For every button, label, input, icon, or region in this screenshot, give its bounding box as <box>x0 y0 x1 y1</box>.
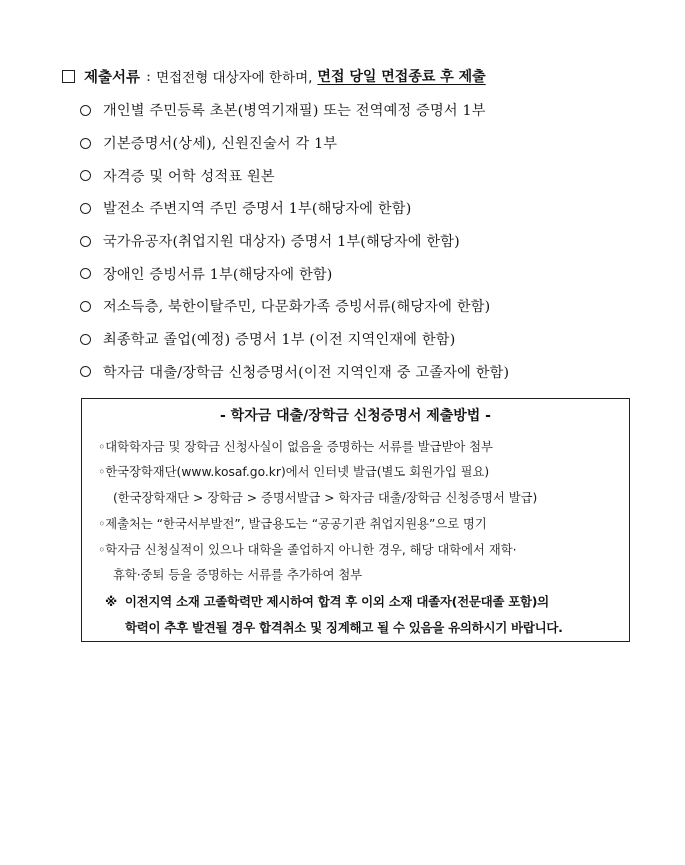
circle-bullet-icon <box>80 170 91 181</box>
list-item <box>80 356 660 389</box>
circle-bullet-icon <box>80 236 91 247</box>
notice-line: ◦제출처는 “한국서부발전”, 발급용도는 “공공기관 취업지원용”으로 명기 <box>98 517 487 531</box>
section-emphasis: 면접 당일 면접종료 후 제출 <box>317 69 486 85</box>
list-item <box>80 127 660 160</box>
list-item <box>80 192 660 225</box>
list-item <box>80 225 660 258</box>
list-item <box>80 159 660 192</box>
list-item-text: 최종학교 졸업(예정) 증명서 1부 (이전 지역인재에 한함) <box>103 332 456 349</box>
warning-line-2: 학력이 추후 발견될 경우 합격취소 및 징계해고 될 수 있음을 유의하시기 바랍니다. <box>125 620 563 635</box>
section-separator: : <box>146 67 152 85</box>
list-item-text: 국가유공자(취업지원 대상자) 증명서 1부(해당자에 한함) <box>103 234 460 251</box>
list-item-text: 장애인 증빙서류 1부(해당자에 한함) <box>103 266 333 283</box>
checkbox-square-icon <box>62 70 75 83</box>
notice-line: (한국장학재단 > 장학금 > 증명서발급 > 학자금 대출/장학금 신청증명서 발급) <box>113 491 538 505</box>
warning-line-1 <box>105 592 549 610</box>
circle-bullet-icon <box>80 334 91 345</box>
warning-text-1: 이전지역 소재 고졸학력만 제시하여 합격 후 이외 소재 대졸자(전문대졸 포함)의 <box>124 594 549 609</box>
list-item-text: 저소득층, 북한이탈주민, 다문화가족 증빙서류(해당자에 한함) <box>103 299 491 316</box>
list-item <box>80 323 660 356</box>
circle-bullet-icon <box>80 203 91 214</box>
circle-bullet-icon <box>80 366 91 377</box>
list-item-text: 개인별 주민등록 초본(병역기재필) 또는 전역예정 증명서 1부 <box>103 103 486 120</box>
list-item <box>80 290 660 323</box>
list-item-text: 자격증 및 어학 성적표 원본 <box>103 168 275 185</box>
notice-box <box>81 398 630 642</box>
reference-mark-icon: ※ <box>105 594 117 609</box>
section-label: 제출서류 <box>84 69 141 86</box>
notice-line: ◦대학학자금 및 장학금 신청사실이 없음을 증명하는 서류를 발급받아 첨부 <box>98 440 493 454</box>
section-description: 면접전형 대상자에 한하며, <box>156 70 313 86</box>
circle-bullet-icon <box>80 138 91 149</box>
notice-line: ◦학자금 신청실적이 있으나 대학을 졸업하지 아니한 경우, 해당 대학에서 재학· <box>98 543 517 557</box>
notice-line: 휴학·중퇴 등을 증명하는 서류를 추가하여 첨부 <box>113 568 363 582</box>
circle-bullet-icon <box>80 301 91 312</box>
submission-heading <box>62 64 662 88</box>
list-item <box>80 94 660 127</box>
list-item <box>80 257 660 290</box>
document-list <box>80 94 660 388</box>
list-item-text: 기본증명서(상세), 신원진술서 각 1부 <box>103 136 338 153</box>
list-item-text: 발전소 주변지역 주민 증명서 1부(해당자에 한함) <box>103 201 412 218</box>
notice-line: ◦한국장학재단(www.kosaf.go.kr)에서 인터넷 발급(별도 회원가입 필요) <box>98 465 490 479</box>
notice-title: - 학자금 대출/장학금 신청증명서 제출방법 - <box>219 408 491 424</box>
list-item-text: 학자금 대출/장학금 신청증명서(이전 지역인재 중 고졸자에 한함) <box>103 364 510 381</box>
circle-bullet-icon <box>80 105 91 116</box>
circle-bullet-icon <box>80 268 91 279</box>
